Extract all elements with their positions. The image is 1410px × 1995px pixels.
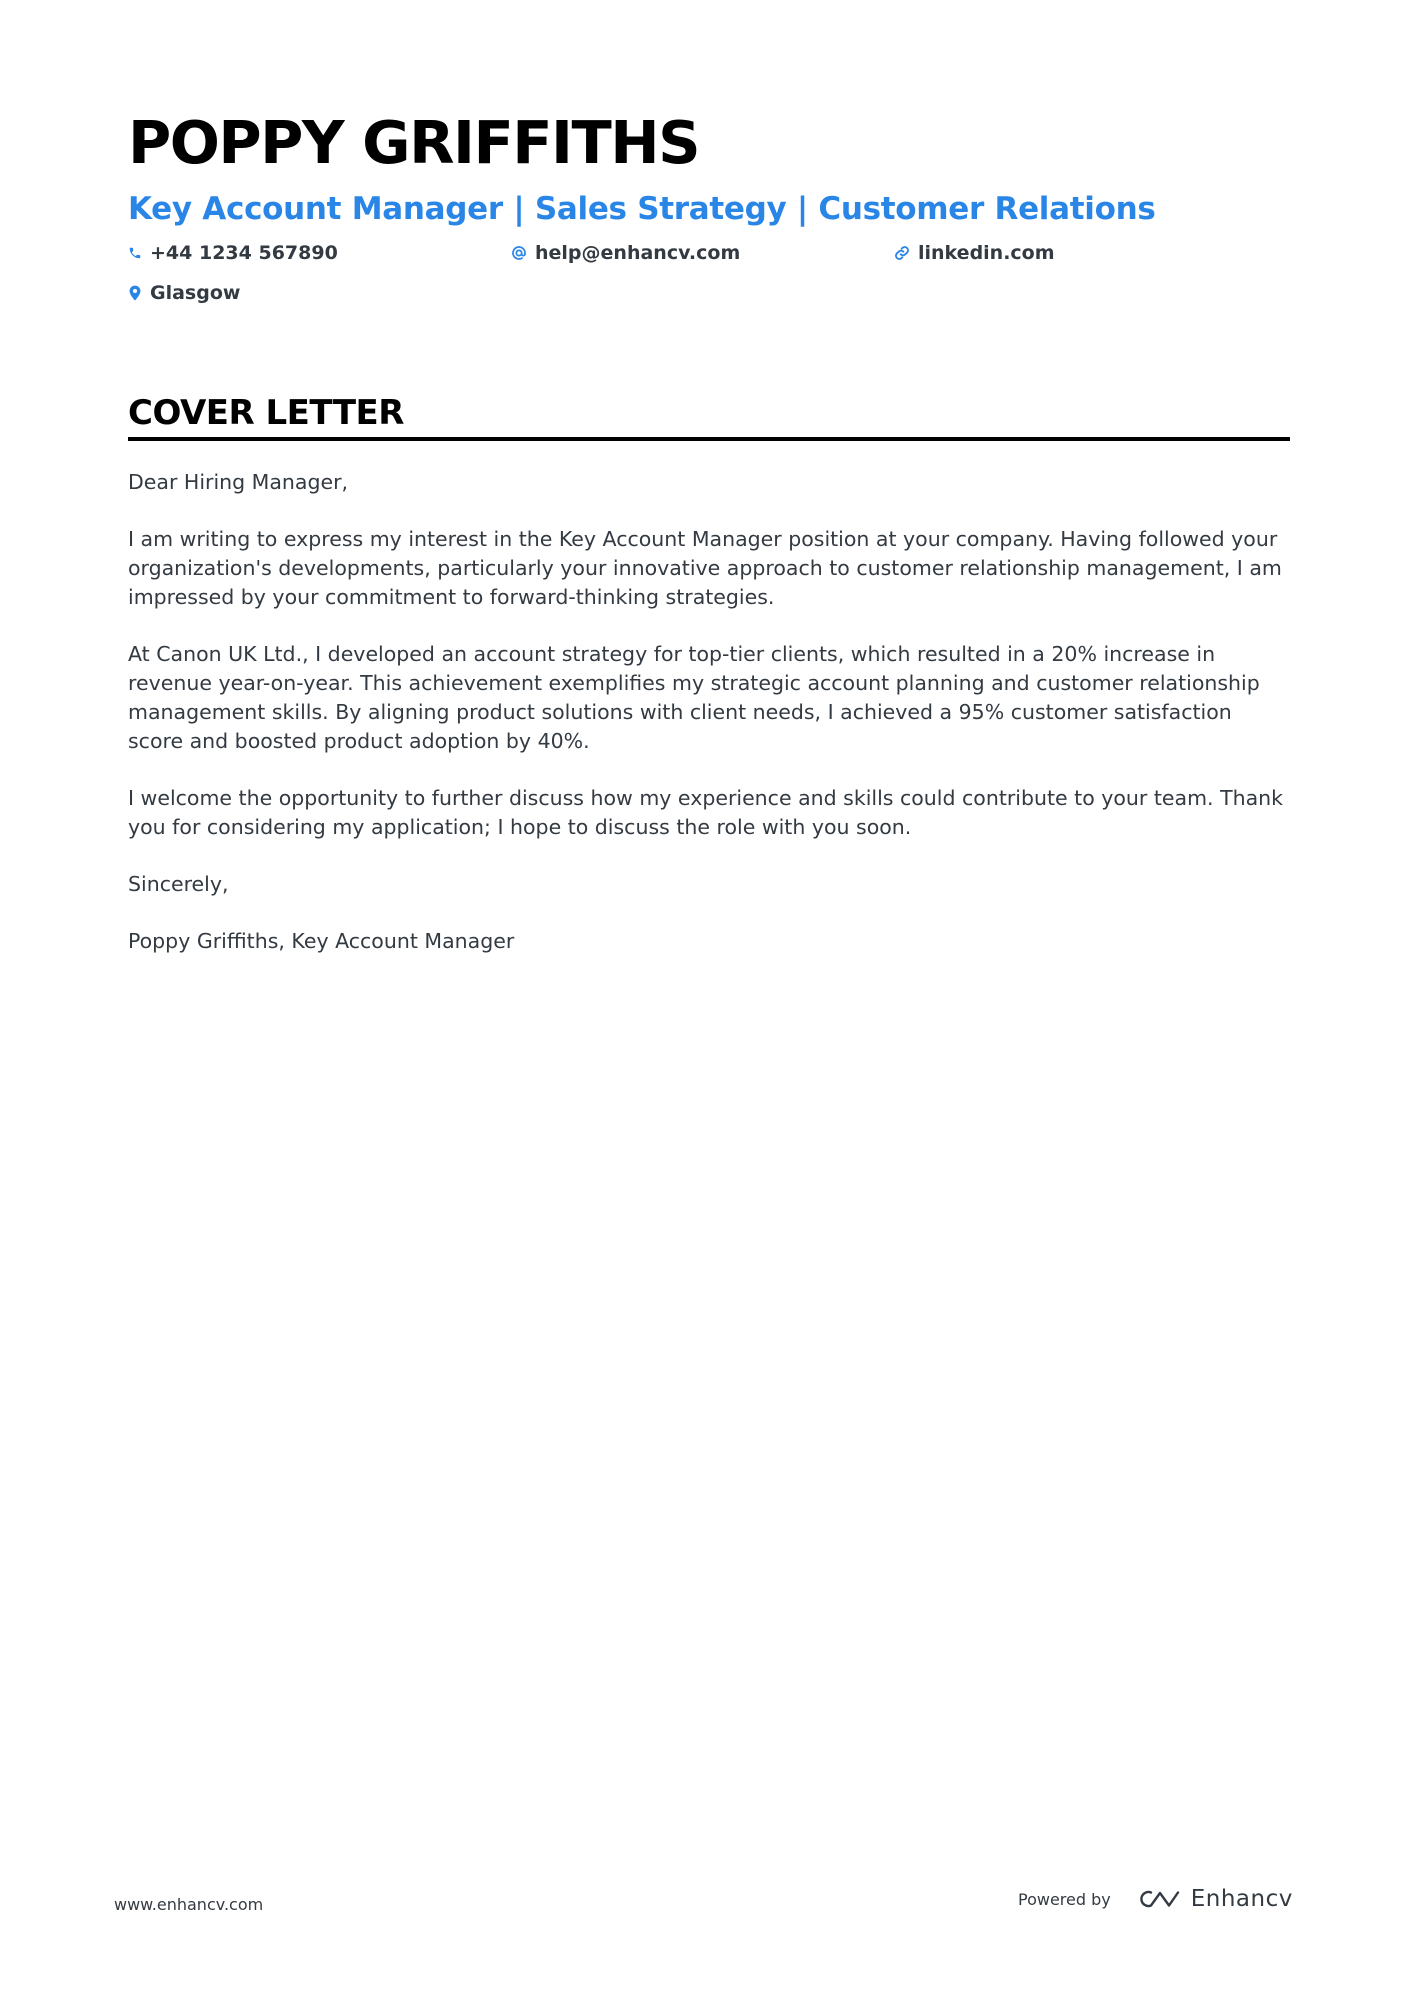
section-title: COVER LETTER bbox=[128, 393, 404, 433]
enhancv-logo-icon bbox=[1137, 1887, 1183, 1911]
letter-salutation: Dear Hiring Manager, bbox=[128, 470, 349, 494]
contact-phone bbox=[128, 242, 338, 264]
contact-email[interactable] bbox=[511, 242, 740, 264]
candidate-name: POPPY GRIFFITHS bbox=[128, 108, 700, 177]
link-icon bbox=[894, 245, 910, 261]
letter-closing: Sincerely, bbox=[128, 872, 229, 896]
letter-paragraph: At Canon UK Ltd., I developed an account strategy for top-tier clients, which resulted in a 20% increase in revenue year-on-year. This achievement exemplifies my strategic account planning and customer relationship management skills. By aligning product solutions with client needs, I achieved a 95% customer satisfaction score and boosted product adoption by 40%. bbox=[128, 642, 1260, 753]
contact-location bbox=[128, 282, 240, 304]
section-divider bbox=[128, 437, 1290, 441]
letter-paragraph: I am writing to express my interest in the Key Account Manager position at your company. Having followed your organization's developments, particularly your innovative approach to customer relationship management, I am impressed by your commitment to forward-thinking strategies. bbox=[128, 527, 1282, 609]
letter-paragraph: I welcome the opportunity to further discuss how my experience and skills could contribute to your team. Thank you for considering my application; I hope to discuss the role with you soon. bbox=[128, 786, 1284, 839]
location-pin-icon bbox=[128, 285, 142, 301]
contact-website[interactable] bbox=[894, 242, 1055, 264]
location-text: Glasgow bbox=[150, 282, 241, 304]
letter-body bbox=[128, 468, 1290, 984]
footer-website[interactable]: www.enhancv.com bbox=[114, 1895, 264, 1914]
letter-signature: Poppy Griffiths, Key Account Manager bbox=[128, 929, 515, 953]
footer-branding bbox=[1018, 1886, 1293, 1912]
at-icon bbox=[511, 245, 527, 261]
phone-icon bbox=[128, 246, 142, 260]
website-text[interactable]: linkedin.com bbox=[918, 242, 1055, 264]
email-text[interactable]: help@enhancv.com bbox=[535, 242, 741, 264]
powered-by-label: Powered by bbox=[1018, 1889, 1111, 1909]
phone-text: +44 1234 567890 bbox=[150, 242, 338, 264]
brand-name: Enhancv bbox=[1190, 1886, 1293, 1912]
candidate-headline: Key Account Manager | Sales Strategy | Customer Relations bbox=[128, 191, 1156, 227]
